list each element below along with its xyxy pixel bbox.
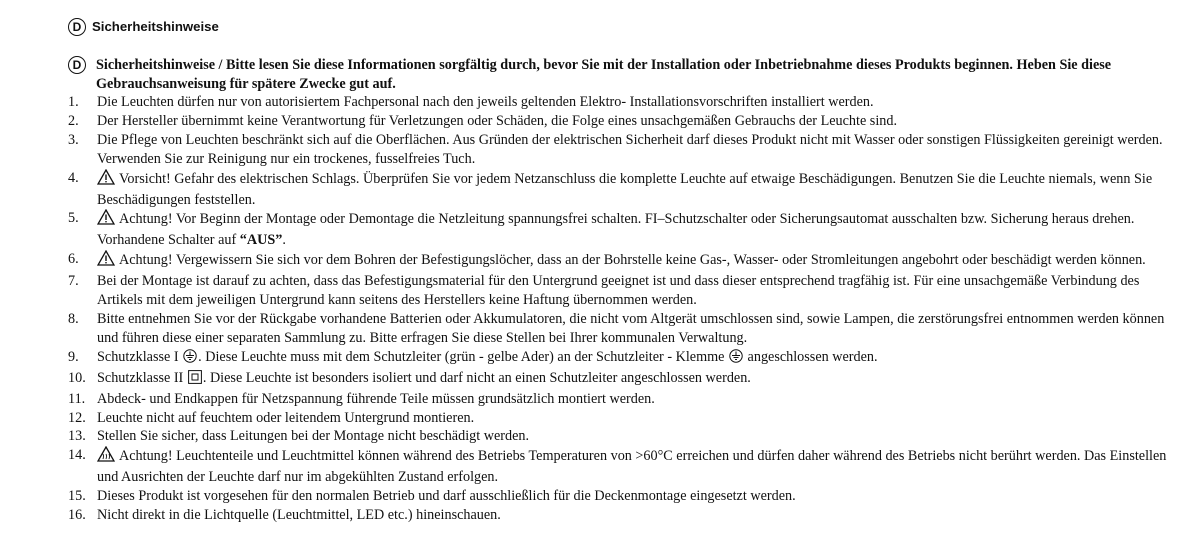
list-item bbox=[68, 446, 1180, 487]
item-number: 4. bbox=[68, 169, 79, 186]
item-number: 9. bbox=[68, 348, 79, 365]
item-text: Bei der Montage ist darauf zu achten, dass das Befestigungsmaterial für den Untergrund geeignet ist und dass dieser entsprechend tragfähig ist. Für eine unsachgemäße Verbindung des Artikels mit dem jeweiligen Untergrund kann seitens des Herstellers keine Haftung übernommen werden. bbox=[97, 273, 1140, 309]
intro-paragraph bbox=[68, 56, 1178, 94]
item-text: Nicht direkt in die Lichtquelle (Leuchtmittel, LED etc.) hineinschauen. bbox=[97, 507, 501, 524]
item-text: Die Pflege von Leuchten beschränkt sich auf die Oberflächen. Aus Gründen der elektrischen Sicherheit darf dieses Produkt nicht mit Wasser oder sonstigen Flüssigkeiten gereinigt werden. Verwenden Sie zur Reinigung nur ein trockenes, fusselfreies Tuch. bbox=[97, 131, 1163, 167]
item-text: Achtung! Leuchtenteile und Leuchtmittel können während des Betriebs Temperaturen von >60°C erreichen und dürfen daher während des Betriebs nicht berührt werden. Das Einstellen und Ausrichten der Leuchte darf nur im abgekühlten Zustand erfolgen. bbox=[97, 448, 1167, 486]
item-number: 5. bbox=[68, 210, 79, 227]
language-marker-icon: D bbox=[68, 56, 86, 74]
item-number: 11. bbox=[68, 390, 86, 407]
item-text: Schutzklasse I . Diese Leuchte muss mit dem Schutzleiter (grün - gelbe Ader) an der Schutzleiter - Klemme angeschlossen werden. bbox=[97, 348, 1180, 369]
item-text: Bitte entnehmen Sie vor der Rückgabe vorhandene Batterien oder Akkumulatoren, die nicht vom Altgerät umschlossen sind, sowie Lampen, die zerstörungsfrei entnommen werden können und führen diese einer separaten Sammlung zu. Bitte erfragen Sie diese Stellen bei Ihrer kommunalen Verwaltung. bbox=[97, 310, 1165, 346]
item-number: 16. bbox=[68, 507, 86, 524]
instruction-list bbox=[68, 93, 1180, 525]
list-item bbox=[68, 506, 1180, 525]
item-number: 13. bbox=[68, 428, 86, 445]
item-text: Der Hersteller übernimmt keine Verantwortung für Verletzungen oder Schäden, die Folge eines unsachgemäßen Gebrauchs der Leuchte sind. bbox=[97, 112, 898, 129]
item-number: 7. bbox=[68, 273, 79, 290]
warning-triangle-icon bbox=[97, 250, 115, 272]
item-number: 14. bbox=[68, 447, 86, 464]
list-item bbox=[68, 93, 1180, 112]
list-item bbox=[68, 487, 1180, 506]
item-text: Achtung! Vor Beginn der Montage oder Demontage die Netzleitung spannungsfrei schalten. FI–Schutzschalter oder Sicherungsautomat ausschalten bzw. Sicherung heraus drehen. Vorhandene Schalter auf “AUS”. bbox=[97, 211, 1135, 249]
list-item bbox=[68, 390, 1180, 409]
list-item bbox=[68, 348, 1180, 369]
protective-earth-icon bbox=[183, 349, 197, 369]
item-text: Leuchte nicht auf feuchtem oder leitendem Untergrund montieren. bbox=[97, 409, 475, 426]
item-text: Stellen Sie sicher, dass Leitungen bei der Montage nicht beschädigt werden. bbox=[97, 428, 530, 445]
section-heading bbox=[68, 18, 219, 37]
item-text: Dieses Produkt ist vorgesehen für den normalen Betrieb und darf ausschließlich für die Deckenmontage eingesetzt werden. bbox=[97, 488, 796, 505]
warning-triangle-icon bbox=[97, 209, 115, 231]
aus-label: “AUS” bbox=[239, 232, 283, 249]
warning-triangle-icon bbox=[97, 169, 115, 191]
list-item bbox=[68, 131, 1180, 169]
list-item bbox=[68, 169, 1180, 210]
item-text: Achtung! Vergewissern Sie sich vor dem Bohren der Befestigungslöcher, dass an der Bohrstelle keine Gas-, Wasser- oder Stromleitungen angebohrt oder beschädigt werden können. bbox=[97, 250, 1180, 272]
item-text: Schutzklasse II . Diese Leuchte ist besonders isoliert und darf nicht an einen Schutzleiter angeschlossen werden. bbox=[97, 369, 1180, 390]
list-item bbox=[68, 250, 1180, 272]
list-item bbox=[68, 209, 1180, 250]
item-number: 2. bbox=[68, 112, 79, 129]
item-number: 1. bbox=[68, 94, 79, 110]
protective-earth-icon bbox=[729, 349, 743, 369]
list-item bbox=[68, 310, 1180, 348]
warning-triangle-icon bbox=[97, 446, 115, 468]
heading-text: Sicherheitshinweise bbox=[92, 19, 219, 34]
list-item bbox=[68, 112, 1180, 131]
list-item bbox=[68, 272, 1180, 310]
intro-text: Sicherheitshinweise / Bitte lesen Sie diese Informationen sorgfältig durch, bevor Sie mit der Installation oder Inbetriebnahme dieses Produkts beginnen. Heben Sie diese Gebrauchsanweisung für spätere Zwecke gut auf. bbox=[96, 57, 1112, 92]
item-text: Die Leuchten dürfen nur von autorisiertem Fachpersonal nach den jeweils geltenden Elektro- Installationsvorschriften installiert werden. bbox=[97, 94, 874, 110]
item-number: 12. bbox=[68, 409, 86, 426]
item-number: 15. bbox=[68, 488, 86, 505]
item-number: 6. bbox=[68, 251, 79, 268]
language-marker-icon: D bbox=[68, 18, 86, 36]
item-number: 10. bbox=[68, 369, 86, 386]
list-item bbox=[68, 427, 1180, 446]
item-text: Vorsicht! Gefahr des elektrischen Schlags. Überprüfen Sie vor jedem Netzanschluss die komplette Leuchte auf etwaige Beschädigungen. Benutzen Sie die Leuchte niemals, wenn Sie Beschädigungen feststellen. bbox=[97, 170, 1153, 208]
item-number: 3. bbox=[68, 131, 79, 148]
list-item bbox=[68, 369, 1180, 390]
item-number: 8. bbox=[68, 310, 79, 327]
double-insulation-icon bbox=[188, 370, 202, 390]
list-item bbox=[68, 409, 1180, 428]
item-text: Abdeck- und Endkappen für Netzspannung führende Teile müssen grundsätzlich montiert werden. bbox=[97, 390, 655, 407]
